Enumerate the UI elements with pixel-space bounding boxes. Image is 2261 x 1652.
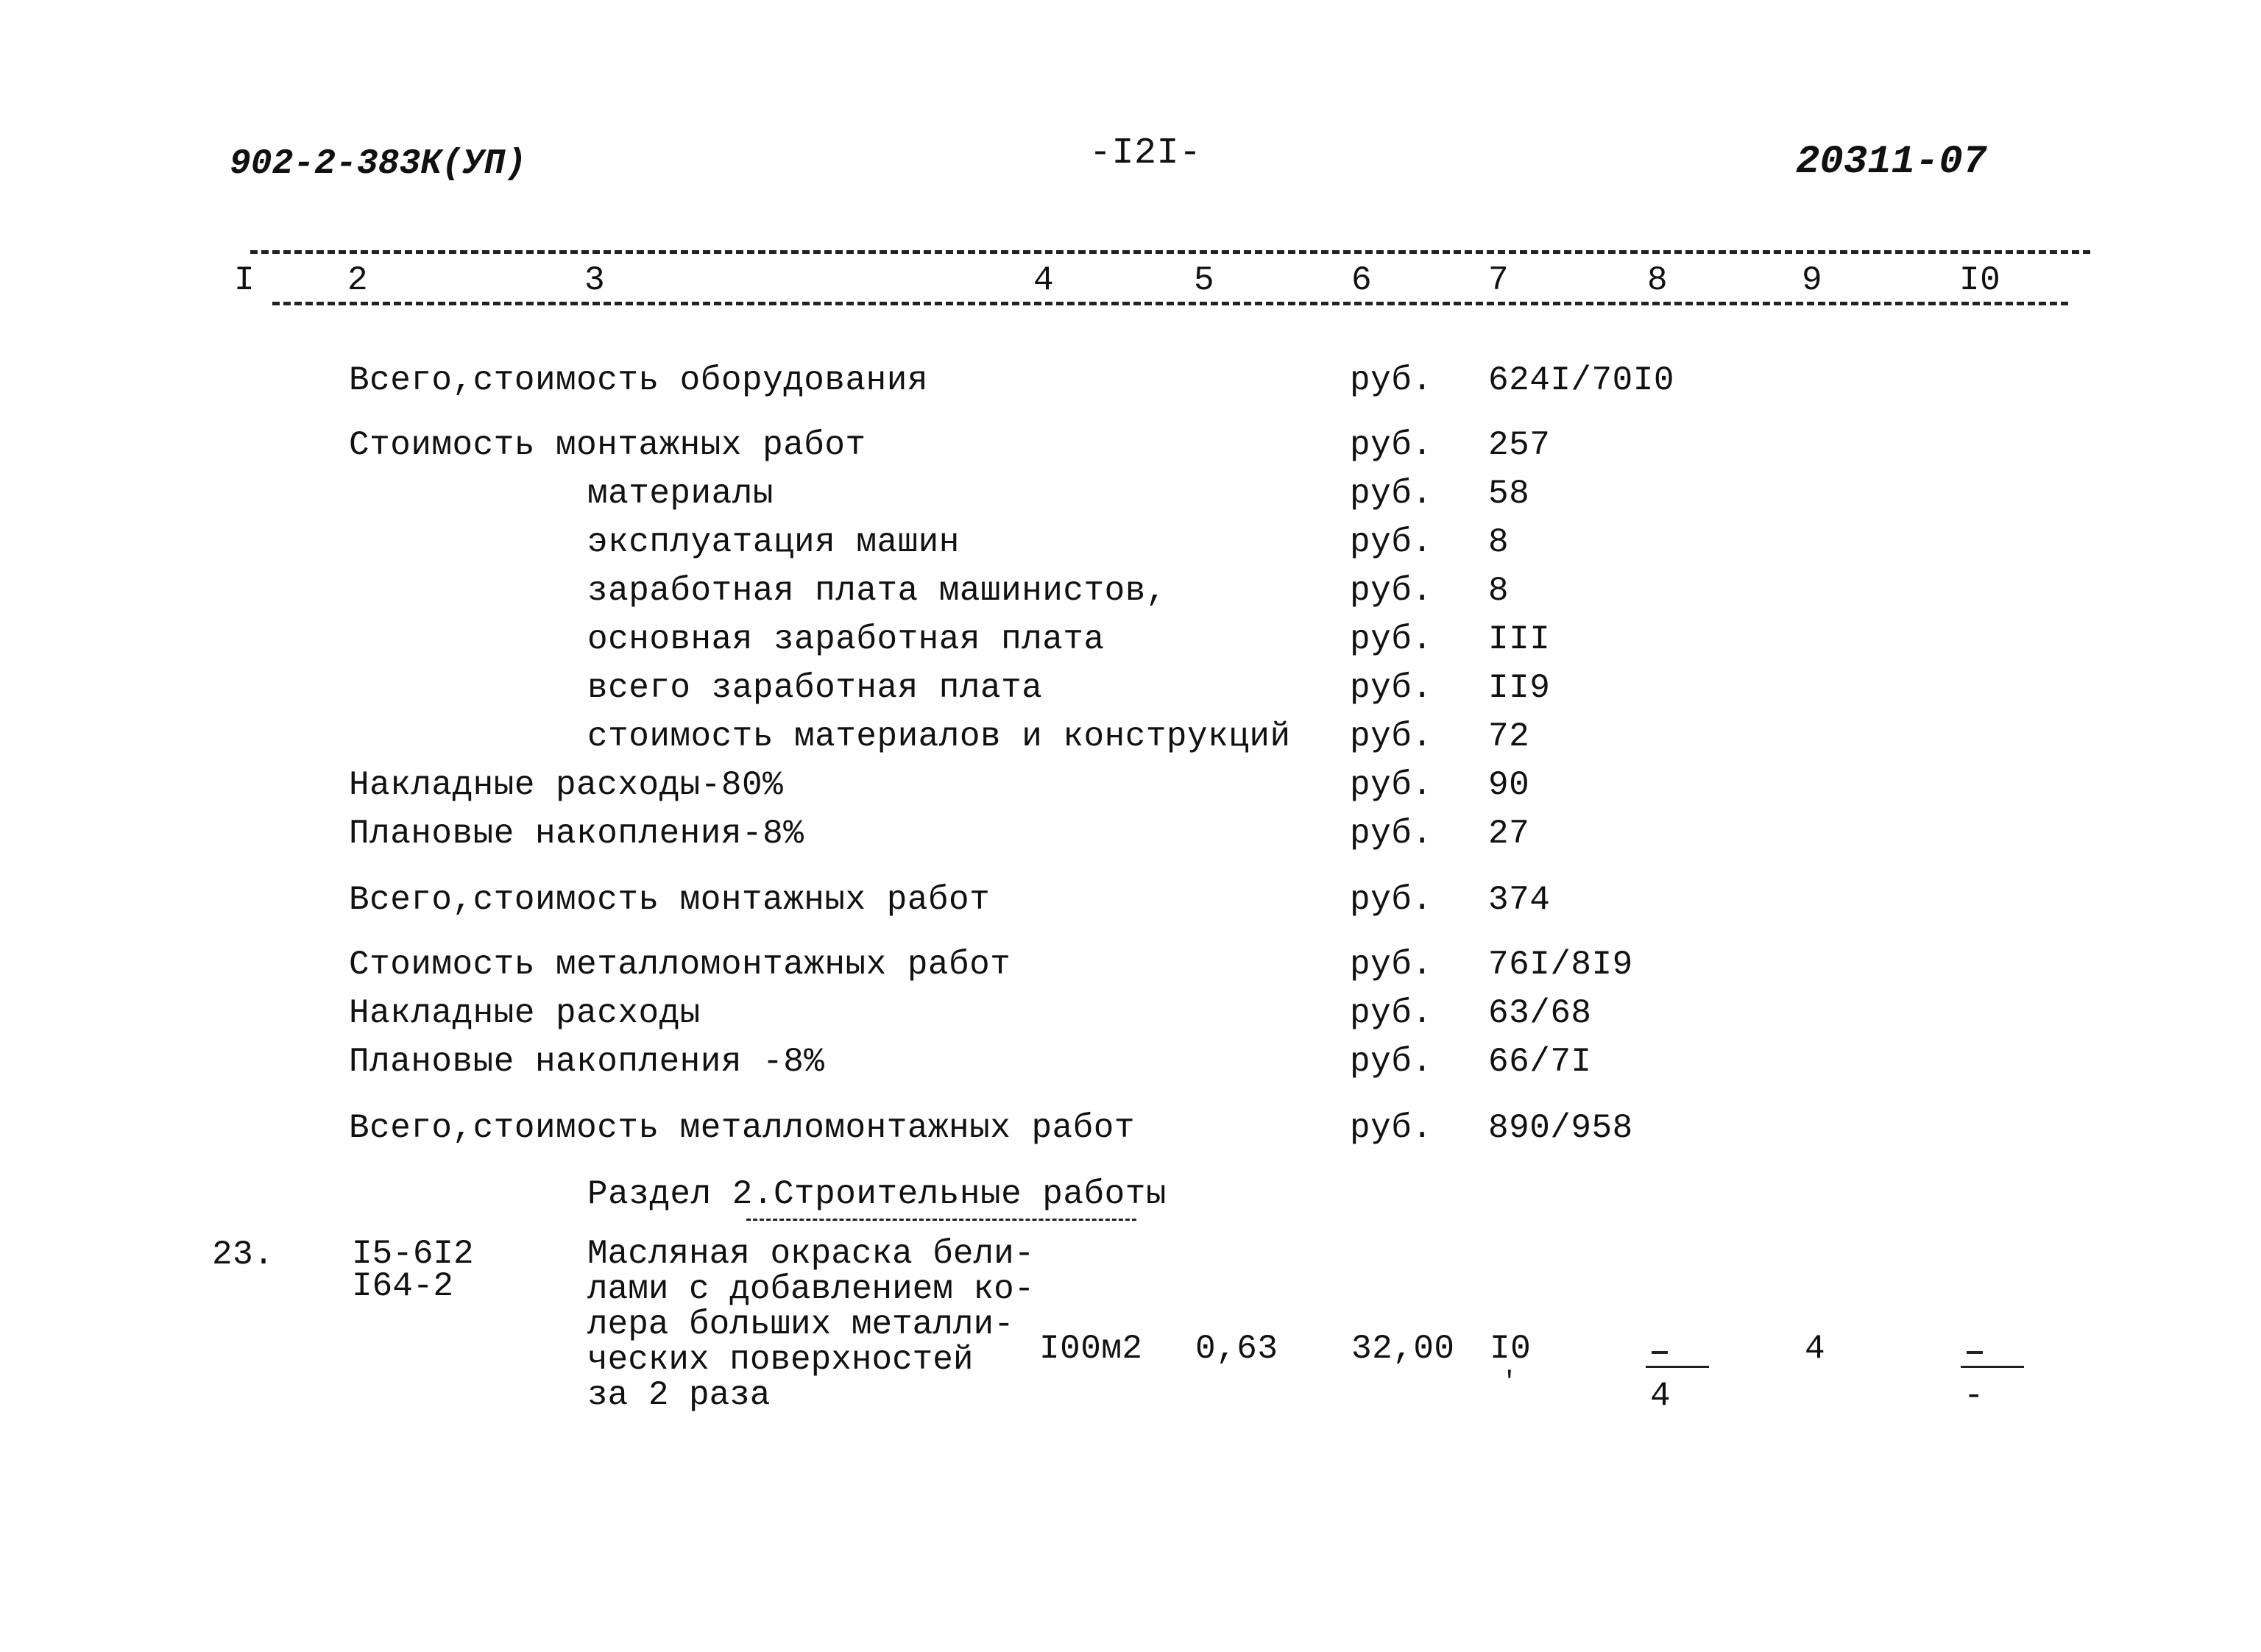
column-number-6: 6	[1351, 261, 1373, 299]
row-value: 76I/8I9	[1488, 946, 1633, 984]
row-label: материалы	[587, 475, 774, 513]
column-number-3: 3	[584, 261, 606, 299]
row-unit: руб.	[1350, 815, 1433, 853]
row-label: Плановые накопления -8%	[349, 1043, 825, 1081]
item-unit: I00м2	[1039, 1330, 1143, 1368]
column-number-10: I0	[1959, 261, 2001, 299]
section-underline	[746, 1219, 1136, 1221]
header-rule-bottom	[272, 302, 2068, 305]
row-label: основная заработная плата	[587, 620, 1105, 659]
item-col9: 4	[1805, 1330, 1826, 1368]
column-number-7: 7	[1488, 261, 1510, 299]
row-label: Стоимость монтажных работ	[349, 426, 866, 464]
row-unit: руб.	[1350, 994, 1433, 1032]
col8-dash	[1652, 1351, 1668, 1354]
row-label: заработная плата машинистов,	[587, 572, 1167, 610]
column-number-5: 5	[1194, 261, 1215, 299]
item-col10-value: -	[1964, 1377, 1985, 1415]
row-value: 72	[1488, 717, 1530, 756]
row-unit: руб.	[1350, 620, 1433, 659]
row-unit: руб.	[1350, 881, 1433, 919]
column-number-9: 9	[1802, 261, 1823, 299]
row-value: 27	[1488, 815, 1530, 853]
row-label: эксплуатация машин	[587, 523, 960, 561]
row-unit: руб.	[1350, 766, 1433, 804]
section-title: Раздел 2.Строительные работы	[587, 1175, 1167, 1213]
row-value: II9	[1488, 669, 1551, 707]
row-label: Всего,стоимость оборудования	[349, 361, 928, 400]
row-value: 63/68	[1488, 994, 1592, 1032]
page-number: -I2I-	[1089, 132, 1202, 174]
row-unit: руб.	[1350, 361, 1433, 400]
row-label: Плановые накопления-8%	[349, 815, 804, 853]
row-value: 8	[1488, 523, 1510, 561]
row-value: 66/7I	[1488, 1043, 1592, 1081]
col10-rule	[1961, 1366, 2024, 1368]
row-unit: руб.	[1350, 717, 1433, 756]
row-label: Всего,стоимость монтажных работ	[349, 881, 991, 919]
row-unit: руб.	[1350, 1109, 1433, 1147]
item-code-line-1: I5-6I2	[352, 1235, 474, 1273]
header-rule-top	[250, 250, 2090, 254]
item-col7: I0	[1490, 1330, 1532, 1368]
row-value: 890/958	[1488, 1109, 1633, 1147]
sheet-code: 20311-07	[1796, 140, 1987, 185]
row-unit: руб.	[1350, 475, 1433, 513]
column-number-8: 8	[1647, 261, 1669, 299]
item-description: Масляная окраска бели- лами с добавлением ко- лера больших металли- ческих поверхностей за 2 раза	[587, 1235, 1035, 1414]
row-label: стоимость материалов и конструкций	[587, 717, 1291, 756]
item-price: 32,00	[1351, 1330, 1455, 1368]
row-unit: руб.	[1350, 1043, 1433, 1081]
row-unit: руб.	[1350, 669, 1433, 707]
row-unit: руб.	[1350, 572, 1433, 610]
row-value: 624I/70I0	[1488, 361, 1674, 400]
column-number-2: 2	[347, 261, 369, 299]
item-col8-value: 4	[1650, 1377, 1671, 1415]
row-label: Стоимость металломонтажных работ	[349, 946, 1011, 984]
column-number-4: 4	[1033, 261, 1055, 299]
row-label: Накладные расходы	[349, 994, 701, 1032]
item-col7-mark: '	[1501, 1367, 1518, 1397]
row-label: Всего,стоимость металломонтажных работ	[349, 1109, 1135, 1147]
row-label: Накладные расходы-80%	[349, 766, 784, 804]
row-unit: руб.	[1350, 523, 1433, 561]
item-quantity: 0,63	[1195, 1330, 1278, 1368]
row-value: 8	[1488, 572, 1510, 610]
row-value: III	[1488, 620, 1551, 659]
item-number: 23.	[212, 1236, 275, 1274]
row-value: 257	[1488, 426, 1551, 464]
row-label: всего заработная плата	[587, 669, 1043, 707]
col8-rule	[1646, 1366, 1709, 1368]
column-number-1: I	[234, 261, 255, 299]
row-unit: руб.	[1350, 426, 1433, 464]
row-unit: руб.	[1350, 946, 1433, 984]
item-code-line-2: I64-2	[352, 1267, 454, 1305]
document-code: 902-2-383К(УП)	[230, 144, 527, 184]
col10-dash	[1967, 1351, 1983, 1354]
row-value: 58	[1488, 475, 1530, 513]
row-value: 90	[1488, 766, 1530, 804]
row-value: 374	[1488, 881, 1551, 919]
